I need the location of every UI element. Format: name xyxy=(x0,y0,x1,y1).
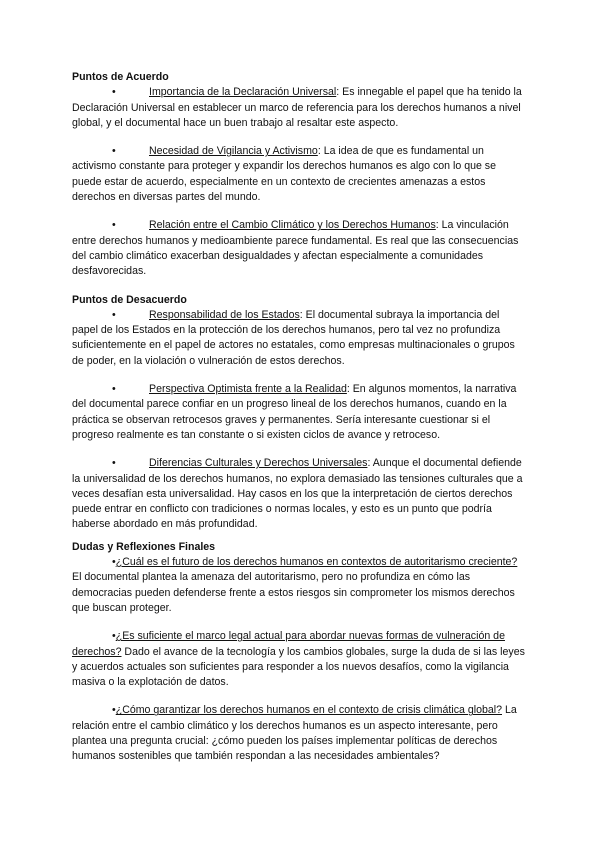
item-text: : El documental subraya la importancia del papel de los Estados en la protección de los derechos humanos, pero tal vez no profundiza suficientemente en el papel de actores no estatales, como empresas multinacionales o grupos de poder, en la violación o vulneración de estos derechos. xyxy=(72,308,515,367)
item-title: Necesidad de Vigilancia y Activismo xyxy=(149,145,318,158)
list-item: • Perspectiva Optimista frente a la Realidad: En algunos momentos, la narrativa del documental parece confiar en un progreso lineal de los derechos humanos, cuando en la práctica se observan retrocesos graves y permanentes. Sería interesante cuestionar si el progreso realmente es tan constante o si existen ciclos de avance y retroceso. xyxy=(72,383,517,441)
item-title: Responsabilidad de los Estados xyxy=(149,308,300,321)
item-text: : Aunque el documental defiende la universalidad de los derechos humanos, no explora demasiado las tensiones culturales que a veces desafían esta universalidad. Hay casos en los que la interpretación de ciertos derechos puede entrar en conflicto con tradiciones o normas locales, y esto es un punto que podría haberse abordado en más profundidad. xyxy=(72,457,523,531)
item-title: Relación entre el Cambio Climático y los Derechos Humanos xyxy=(149,219,436,232)
list-item: • Relación entre el Cambio Climático y los Derechos Humanos: La vinculación entre derechos humanos y medioambiente parece fundamental. Es real que las consecuencias del cambio climático exacerban desigualdades y afectan especialmente a comunidades desfavorecidas. xyxy=(72,219,519,278)
item-text: El documental plantea la amenaza del autoritarismo, pero no profundiza en cómo las democracias pueden defenderse frente a estos riesgos sin comprometer los mismos derechos que buscan proteger. xyxy=(72,571,515,614)
item-title: Perspectiva Optimista frente a la Realidad xyxy=(149,383,347,396)
section-heading-desacuerdo: Puntos de Desacuerdo xyxy=(72,293,187,306)
item-text: : La idea de que es fundamental un activismo constante para proteger y expandir los derechos humanos es algo con lo que se puede estar de acuerdo, especialmente en un contexto de crecientes amenazas a estos derechos en diversas partes del mundo. xyxy=(72,145,496,204)
list-item: • Diferencias Culturales y Derechos Universales: Aunque el documental defiende la universalidad de los derechos humanos, no explora demasiado las tensiones culturales que a veces desafían esta universalidad. Hay casos en los que la interpretación de ciertos derechos puede entrar en conflicto con tradiciones o normas locales, y esto es un punto que podría haberse abordado en más profundidad. xyxy=(72,457,523,531)
list-item: • Importancia de la Declaración Universal: Es innegable el papel que ha tenido la Declaración Universal en establecer un marco de referencia para los derechos humanos a nivel global, y el documental hace un buen trabajo al resaltar este aspecto. xyxy=(72,86,522,129)
item-text: La relación entre el cambio climático y los derechos humanos es un aspecto interesante, pero plantea una pregunta crucial: ¿cómo pueden los países implementar políticas de derechos humanos sostenibles que también respondan a las necesidades ambientales? xyxy=(72,704,517,763)
list-item: •¿Cómo garantizar los derechos humanos en el contexto de crisis climática global? La relación entre el cambio climático y los derechos humanos es un aspecto interesante, pero plantea una pregunta crucial: ¿cómo pueden los países implementar políticas de derechos humanos sostenibles que también respondan a las necesidades ambientales? xyxy=(72,704,517,763)
item-title: Diferencias Culturales y Derechos Universales xyxy=(149,457,368,470)
item-title: Importancia de la Declaración Universal xyxy=(149,86,337,99)
list-item: • Necesidad de Vigilancia y Activismo: La idea de que es fundamental un activismo constante para proteger y expandir los derechos humanos es algo con lo que se puede estar de acuerdo, especialmente en un contexto de crecientes amenazas a estos derechos en diversas partes del mundo. xyxy=(72,145,496,204)
item-text: : La vinculación entre derechos humanos y medioambiente parece fundamental. Es real que las consecuencias del cambio climático exacerban desigualdades y afectan especialmente a comunidades desfavorecidas. xyxy=(72,219,519,278)
section-heading-acuerdo: Puntos de Acuerdo xyxy=(72,71,169,83)
list-item: • Responsabilidad de los Estados: El documental subraya la importancia del papel de los Estados en la protección de los derechos humanos, pero tal vez no profundiza suficientemente en el papel de actores no estatales, como empresas multinacionales o grupos de poder, en la violación o vulneración de estos derechos. xyxy=(72,308,515,367)
item-title: ¿Cuál es el futuro de los derechos humanos en contextos de autoritarismo creciente? xyxy=(115,556,518,569)
item-title: ¿Es suficiente el marco legal actual para abordar nuevas formas de vulneración de derechos? xyxy=(72,630,505,658)
section-heading-dudas: Dudas y Reflexiones Finales xyxy=(72,540,216,553)
list-item: •¿Es suficiente el marco legal actual para abordar nuevas formas de vulneración de derechos? Dado el avance de la tecnología y los cambios globales, surge la duda de si las leyes y acuerdos actuales son suficientes para responder a los nuevos desafíos, como la vigilancia masiva o la explotación de datos. xyxy=(72,630,525,689)
list-item: •¿Cuál es el futuro de los derechos humanos en contextos de autoritarismo creciente? El documental plantea la amenaza del autoritarismo, pero no profundiza en cómo las democracias pueden defenderse frente a estos riesgos sin comprometer los mismos derechos que buscan proteger. xyxy=(72,556,518,614)
item-text: Dado el avance de la tecnología y los cambios globales, surge la duda de si las leyes y acuerdos actuales son suficientes para responder a los nuevos desafíos, como la vigilancia masiva o la explotación de datos. xyxy=(72,645,525,689)
item-title: ¿Cómo garantizar los derechos humanos en el contexto de crisis climática global? xyxy=(115,704,502,717)
item-text: : En algunos momentos, la narrativa del documental parece confiar en un progreso lineal de los derechos humanos, cuando en la práctica se observan retrocesos graves y permanentes. Sería interesante cuestionar si el progreso realmente es tan constante o si existen ciclos de avance y retroceso. xyxy=(72,383,517,441)
item-text: : Es innegable el papel que ha tenido la Declaración Universal en establecer un marco de referencia para los derechos humanos a nivel global, y el documental hace un buen trabajo al resaltar este aspecto. xyxy=(72,86,522,129)
document-page xyxy=(72,70,528,765)
